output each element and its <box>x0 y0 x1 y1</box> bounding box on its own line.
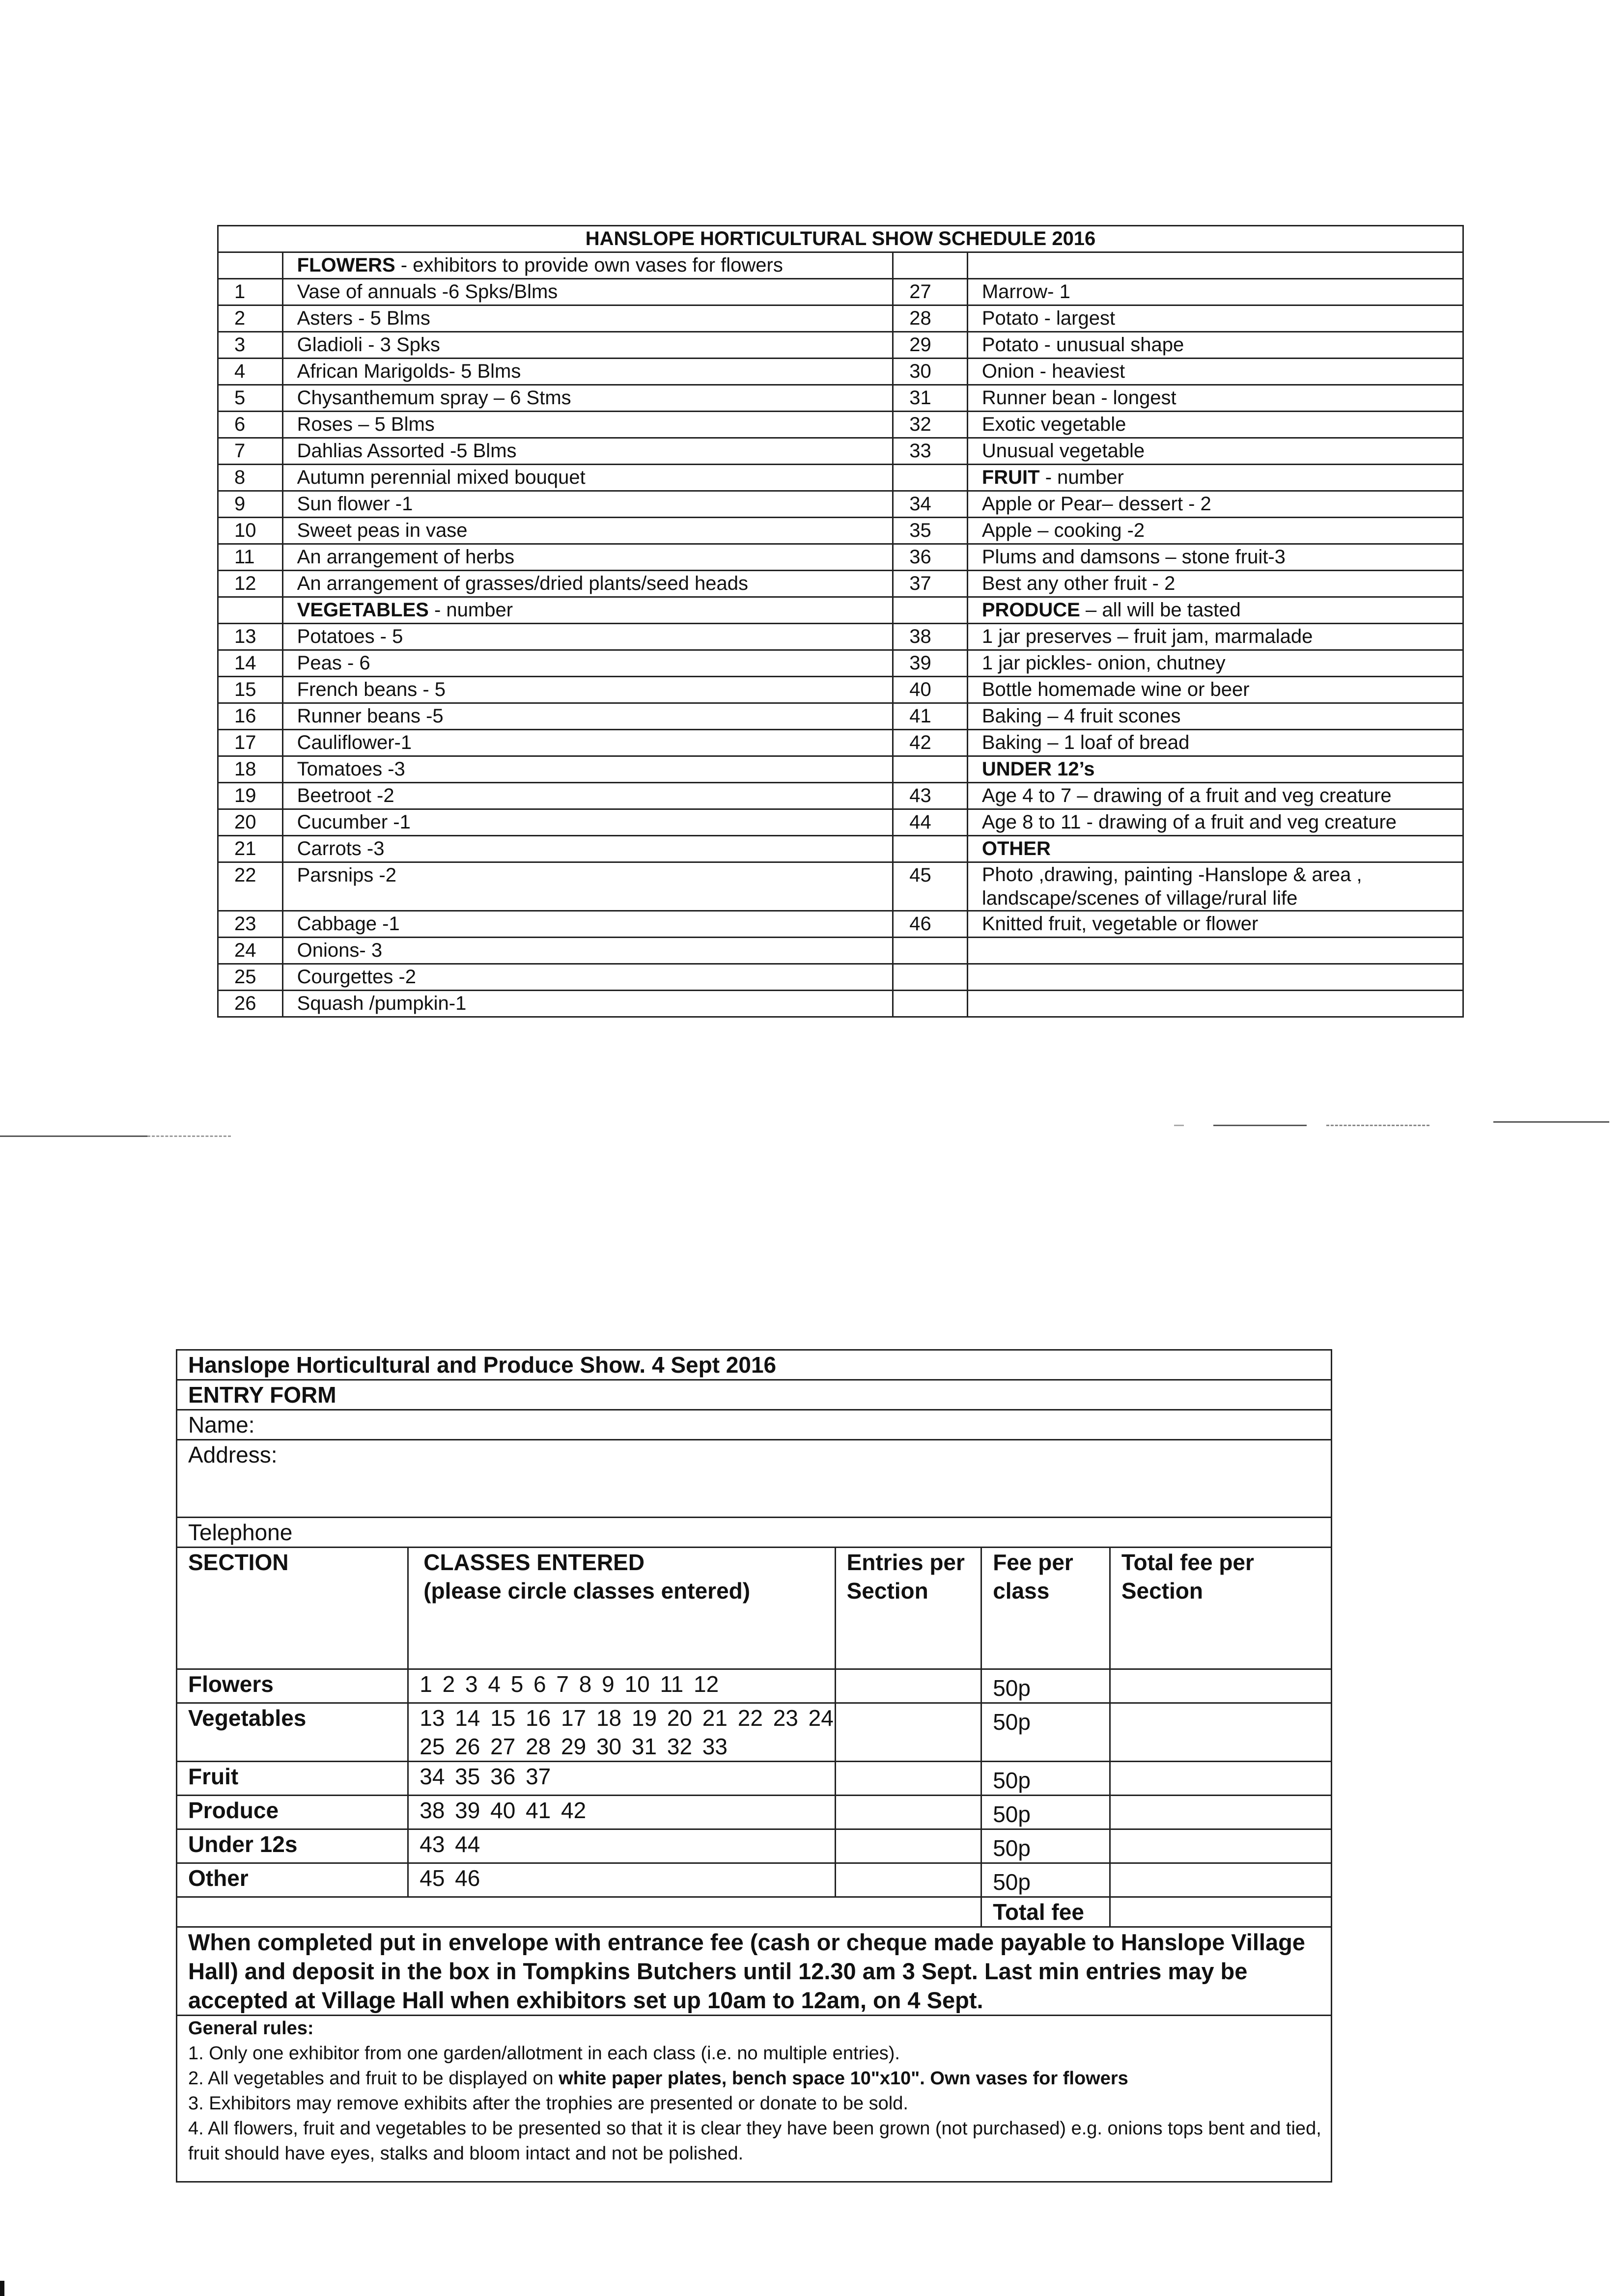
class-number-left: 26 <box>218 991 283 1017</box>
class-description-left: Parsnips -2 <box>282 862 893 911</box>
form-title-row <box>177 1350 1332 1380</box>
class-number-left: 8 <box>218 465 283 491</box>
section-total-cell[interactable] <box>1110 1863 1331 1897</box>
class-description-right: FRUIT - number <box>967 465 1463 491</box>
class-number-right <box>893 964 968 991</box>
schedule-row <box>218 809 1463 836</box>
section-entries-cell[interactable] <box>835 1762 981 1796</box>
section-classes[interactable]: 34 35 36 37 <box>408 1762 835 1796</box>
class-number-right: 44 <box>893 809 968 836</box>
schedule-row <box>218 332 1463 359</box>
section-name: Produce <box>177 1796 408 1829</box>
class-number-right: 34 <box>893 491 968 518</box>
class-number-right: 38 <box>893 624 968 650</box>
schedule-row <box>218 571 1463 597</box>
class-description-left: Squash /pumpkin-1 <box>282 991 893 1017</box>
class-description-left: Asters - 5 Blms <box>282 305 893 332</box>
class-number-right: 42 <box>893 730 968 756</box>
class-description-left: VEGETABLES - number <box>282 597 893 624</box>
class-description-left: An arrangement of grasses/dried plants/seed heads <box>282 571 893 597</box>
header-fee: Fee per class <box>981 1548 1110 1669</box>
schedule-row <box>218 518 1463 544</box>
section-row <box>177 1703 1332 1762</box>
section-entries-cell[interactable] <box>835 1796 981 1829</box>
rules-heading: General rules: <box>188 2018 314 2039</box>
section-classes[interactable]: 13 14 15 16 17 18 19 20 21 22 23 24 25 26 27 28 29 30 31 32 33 <box>408 1703 835 1762</box>
divider-line-right-2 <box>1326 1125 1429 1126</box>
schedule-row <box>218 544 1463 571</box>
show-schedule-table <box>217 225 1464 1018</box>
section-row <box>177 1863 1332 1897</box>
total-fee-label: Total fee <box>981 1897 1110 1927</box>
class-description-left: Dahlias Assorted -5 Blms <box>282 438 893 465</box>
class-number-right: 43 <box>893 783 968 809</box>
class-number-right: 27 <box>893 279 968 305</box>
class-description-left: French beans - 5 <box>282 677 893 703</box>
section-row <box>177 1669 1332 1703</box>
class-number-left: 23 <box>218 911 283 938</box>
class-description-right: Knitted fruit, vegetable or flower <box>967 911 1463 938</box>
rules-row <box>177 2016 1332 2182</box>
header-section: SECTION <box>177 1548 408 1669</box>
general-rules <box>177 2016 1332 2182</box>
schedule-title-row <box>218 226 1463 252</box>
class-description-right: Apple or Pear– dessert - 2 <box>967 491 1463 518</box>
submission-instructions: When completed put in envelope with entrance fee (cash or cheque made payable to Hanslope Village Hall) and deposit in the box in Tompkins Butchers until 12.30 am 3 Sept. Last min entries may be accepted at Village Hall when exhibitors set up 10am to 12am, on 4 Sept. <box>177 1927 1332 2016</box>
class-number-left: 15 <box>218 677 283 703</box>
class-description-right: Age 4 to 7 – drawing of a fruit and veg creature <box>967 783 1463 809</box>
schedule-row <box>218 677 1463 703</box>
class-number-left: 13 <box>218 624 283 650</box>
class-description-left: Sweet peas in vase <box>282 518 893 544</box>
class-description-left: Runner beans -5 <box>282 703 893 730</box>
class-description-right: Plums and damsons – stone fruit-3 <box>967 544 1463 571</box>
name-row <box>177 1410 1332 1440</box>
class-number-right <box>893 597 968 624</box>
class-description-left: Peas - 6 <box>282 650 893 677</box>
class-number-left: 6 <box>218 412 283 438</box>
schedule-row <box>218 359 1463 385</box>
schedule-row <box>218 305 1463 332</box>
class-description-right: Potato - unusual shape <box>967 332 1463 359</box>
form-header-row <box>177 1548 1332 1669</box>
section-total-cell[interactable] <box>1110 1796 1331 1829</box>
class-description-left: Cauliflower-1 <box>282 730 893 756</box>
class-number-right: 31 <box>893 385 968 412</box>
class-description-right: Onion - heaviest <box>967 359 1463 385</box>
class-number-left: 17 <box>218 730 283 756</box>
class-description-right <box>967 991 1463 1017</box>
section-entries-cell[interactable] <box>835 1863 981 1897</box>
class-description-left: Tomatoes -3 <box>282 756 893 783</box>
class-number-left <box>218 597 283 624</box>
class-number-left: 2 <box>218 305 283 332</box>
class-description-left: African Marigolds- 5 Blms <box>282 359 893 385</box>
class-number-left: 1 <box>218 279 283 305</box>
class-number-left: 24 <box>218 938 283 964</box>
divider-line-right-3 <box>1493 1121 1609 1123</box>
class-description-left: Roses – 5 Blms <box>282 412 893 438</box>
section-fee: 50p <box>981 1829 1110 1863</box>
divider-line-left <box>0 1135 147 1137</box>
class-number-right: 35 <box>893 518 968 544</box>
schedule-row <box>218 756 1463 783</box>
section-row <box>177 1762 1332 1796</box>
flowers-heading: FLOWERS - exhibitors to provide own vases for flowers <box>282 252 893 279</box>
class-number-left: 3 <box>218 332 283 359</box>
section-fee: 50p <box>981 1669 1110 1703</box>
class-number-left: 9 <box>218 491 283 518</box>
class-description-right: Marrow- 1 <box>967 279 1463 305</box>
divider-line-right-1 <box>1213 1125 1307 1126</box>
section-row <box>177 1829 1332 1863</box>
schedule-row <box>218 491 1463 518</box>
section-fee: 50p <box>981 1796 1110 1829</box>
class-number-right: 40 <box>893 677 968 703</box>
section-fee: 50p <box>981 1762 1110 1796</box>
class-number-right: 46 <box>893 911 968 938</box>
schedule-row <box>218 438 1463 465</box>
class-description-left: Sun flower -1 <box>282 491 893 518</box>
class-description-left: Gladioli - 3 Spks <box>282 332 893 359</box>
class-description-right: Runner bean - longest <box>967 385 1463 412</box>
section-classes[interactable]: 43 44 <box>408 1829 835 1863</box>
address-row <box>177 1440 1332 1518</box>
section-name: Under 12s <box>177 1829 408 1863</box>
section-total-cell[interactable] <box>1110 1762 1331 1796</box>
section-name: Flowers <box>177 1669 408 1703</box>
entry-form-table <box>176 1349 1332 2183</box>
name-field[interactable]: Name: <box>177 1410 1332 1440</box>
class-description-right: 1 jar pickles- onion, chutney <box>967 650 1463 677</box>
class-number-right: 32 <box>893 412 968 438</box>
schedule-row <box>218 991 1463 1017</box>
class-description-right: Baking – 4 fruit scones <box>967 703 1463 730</box>
section-entries-cell[interactable] <box>835 1829 981 1863</box>
class-number-right <box>893 836 968 862</box>
rule-item: 2. All vegetables and fruit to be displayed on white paper plates, bench space 10"x10". Own vases for flowers <box>188 2068 1128 2089</box>
class-number-right <box>893 465 968 491</box>
telephone-row <box>177 1518 1332 1548</box>
schedule-row <box>218 964 1463 991</box>
schedule-row <box>218 783 1463 809</box>
rule-item: 3. Exhibitors may remove exhibits after the trophies are presented or donate to be sold. <box>188 2093 908 2114</box>
section-entries-cell[interactable] <box>835 1703 981 1762</box>
class-number-right: 37 <box>893 571 968 597</box>
schedule-row <box>218 703 1463 730</box>
schedule-row <box>218 412 1463 438</box>
schedule-row <box>218 650 1463 677</box>
class-description-left: Chysanthemum spray – 6 Stms <box>282 385 893 412</box>
class-description-right: PRODUCE – all will be tasted <box>967 597 1463 624</box>
class-description-left: Cucumber -1 <box>282 809 893 836</box>
instructions-row <box>177 1927 1332 2016</box>
rule-item: 1. Only one exhibitor from one garden/allotment in each class (i.e. no multiple entries). <box>188 2043 900 2064</box>
class-description-right: Unusual vegetable <box>967 438 1463 465</box>
class-description-right: Best any other fruit - 2 <box>967 571 1463 597</box>
class-description-right: Apple – cooking -2 <box>967 518 1463 544</box>
class-description-left: An arrangement of herbs <box>282 544 893 571</box>
class-number-right: 39 <box>893 650 968 677</box>
class-description-right: UNDER 12’s <box>967 756 1463 783</box>
class-description-right: 1 jar preserves – fruit jam, marmalade <box>967 624 1463 650</box>
section-row <box>177 1796 1332 1829</box>
schedule-title: HANSLOPE HORTICULTURAL SHOW SCHEDULE 2016 <box>218 226 1463 252</box>
schedule-row <box>218 862 1463 911</box>
section-name: Other <box>177 1863 408 1897</box>
class-number-left: 21 <box>218 836 283 862</box>
class-number-right: 41 <box>893 703 968 730</box>
divider-line-right-dash <box>1174 1125 1184 1126</box>
class-number-right: 29 <box>893 332 968 359</box>
class-number-right <box>893 756 968 783</box>
class-description-right: Potato - largest <box>967 305 1463 332</box>
class-number-left: 4 <box>218 359 283 385</box>
total-fee-row <box>177 1897 1332 1927</box>
class-number-left: 11 <box>218 544 283 571</box>
header-total: Total fee per Section <box>1110 1548 1331 1669</box>
address-field[interactable]: Address: <box>177 1440 1332 1518</box>
class-number-left: 22 <box>218 862 283 911</box>
form-title: Hanslope Horticultural and Produce Show. 4 Sept 2016 <box>177 1350 1332 1380</box>
class-number-left: 16 <box>218 703 283 730</box>
class-description-right: Bottle homemade wine or beer <box>967 677 1463 703</box>
form-subtitle: ENTRY FORM <box>177 1380 1332 1410</box>
class-number-left: 10 <box>218 518 283 544</box>
class-number-left: 5 <box>218 385 283 412</box>
class-number-right <box>893 938 968 964</box>
section-name: Fruit <box>177 1762 408 1796</box>
class-description-left: Vase of annuals -6 Spks/Blms <box>282 279 893 305</box>
class-description-right <box>967 938 1463 964</box>
class-number-right: 30 <box>893 359 968 385</box>
schedule-flowers-heading-row <box>218 252 1463 279</box>
section-total-cell[interactable] <box>1110 1703 1331 1762</box>
section-total-cell[interactable] <box>1110 1829 1331 1863</box>
class-number-left: 18 <box>218 756 283 783</box>
class-description-right <box>967 964 1463 991</box>
total-fee-spacer <box>177 1897 981 1927</box>
schedule-row <box>218 911 1463 938</box>
divider-line-left-dashed <box>147 1135 231 1137</box>
class-description-left: Onions- 3 <box>282 938 893 964</box>
scan-edge-mark <box>0 2281 4 2296</box>
class-description-left: Autumn perennial mixed bouquet <box>282 465 893 491</box>
class-number-left: 19 <box>218 783 283 809</box>
section-name: Vegetables <box>177 1703 408 1762</box>
class-number-right: 28 <box>893 305 968 332</box>
schedule-row <box>218 279 1463 305</box>
class-number-left: 25 <box>218 964 283 991</box>
schedule-row <box>218 385 1463 412</box>
class-description-right: Photo ,drawing, painting -Hanslope & area , landscape/scenes of village/rural life <box>967 862 1463 911</box>
section-total-cell[interactable] <box>1110 1669 1331 1703</box>
class-description-right: Age 8 to 11 - drawing of a fruit and veg creature <box>967 809 1463 836</box>
class-number-right: 33 <box>893 438 968 465</box>
schedule-row <box>218 730 1463 756</box>
class-description-left: Beetroot -2 <box>282 783 893 809</box>
header-classes: CLASSES ENTERED (please circle classes entered) <box>408 1548 835 1669</box>
class-description-right: Exotic vegetable <box>967 412 1463 438</box>
section-classes[interactable]: 1 2 3 4 5 6 7 8 9 10 11 12 <box>408 1669 835 1703</box>
class-number-right: 45 <box>893 862 968 911</box>
schedule-row <box>218 938 1463 964</box>
class-description-left: Cabbage -1 <box>282 911 893 938</box>
section-entries-cell[interactable] <box>835 1669 981 1703</box>
schedule-row <box>218 597 1463 624</box>
section-classes[interactable]: 45 46 <box>408 1863 835 1897</box>
class-number-left: 7 <box>218 438 283 465</box>
section-fee: 50p <box>981 1863 1110 1897</box>
class-description-right: Baking – 1 loaf of bread <box>967 730 1463 756</box>
schedule-row <box>218 836 1463 862</box>
rule-item: 4. All flowers, fruit and vegetables to be presented so that it is clear they have been grown (not purchased) e.g. onions tops bent and tied, fruit should have eyes, stalks and bloom intact and not be polished. <box>188 2118 1321 2164</box>
form-subtitle-row <box>177 1380 1332 1410</box>
total-fee-cell[interactable] <box>1110 1897 1331 1927</box>
class-number-left: 12 <box>218 571 283 597</box>
schedule-row <box>218 624 1463 650</box>
class-description-right: OTHER <box>967 836 1463 862</box>
class-number-left: 14 <box>218 650 283 677</box>
telephone-field[interactable]: Telephone <box>177 1518 1332 1548</box>
class-number-left: 20 <box>218 809 283 836</box>
class-description-left: Carrots -3 <box>282 836 893 862</box>
header-entries: Entries per Section <box>835 1548 981 1669</box>
class-description-left: Courgettes -2 <box>282 964 893 991</box>
section-classes[interactable]: 38 39 40 41 42 <box>408 1796 835 1829</box>
section-fee: 50p <box>981 1703 1110 1762</box>
class-number-right: 36 <box>893 544 968 571</box>
class-number-right <box>893 991 968 1017</box>
class-description-left: Potatoes - 5 <box>282 624 893 650</box>
schedule-row <box>218 465 1463 491</box>
